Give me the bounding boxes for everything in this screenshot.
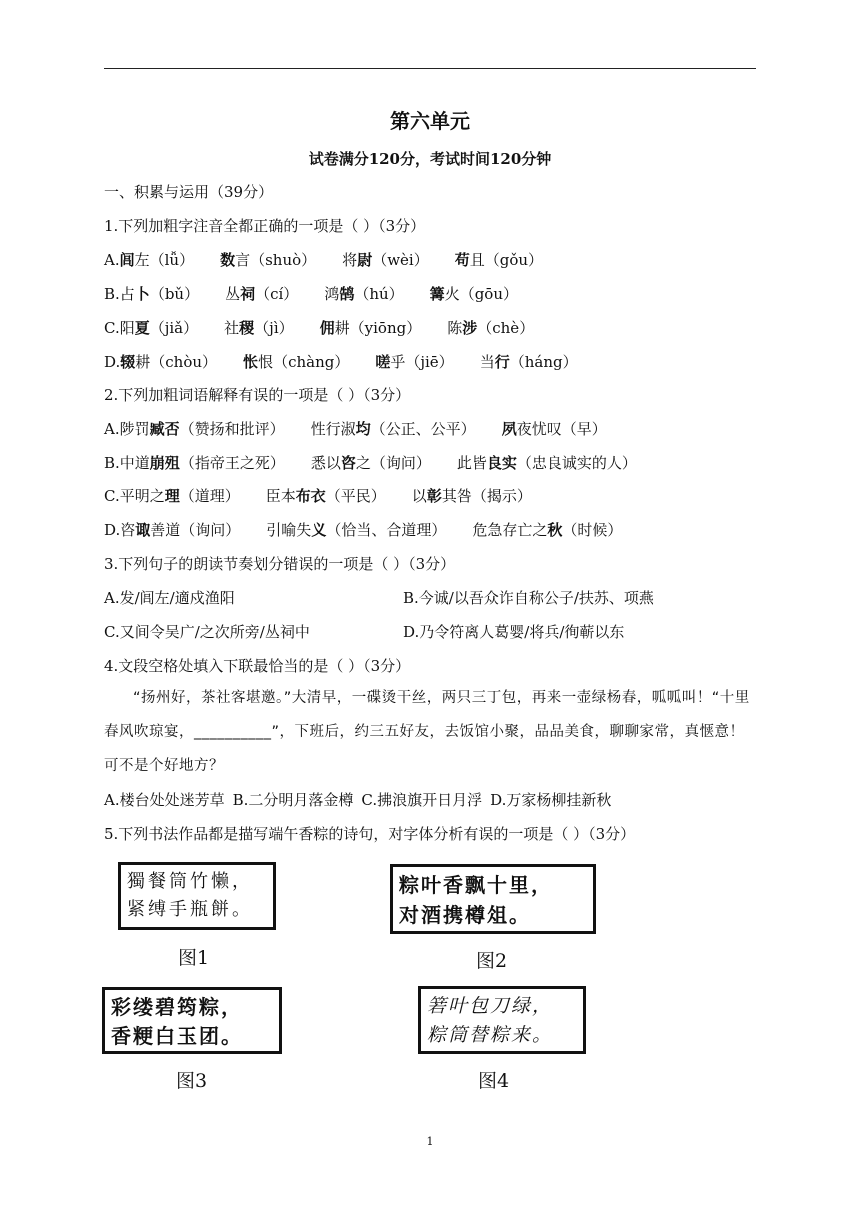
question-5-stem: 5.下列书法作品都是描写端午香粽的诗句，对字体分析有误的一项是（ ）（3分） (104, 825, 636, 843)
q2-option-a: A.陟罚臧否（赞扬和批评） 性行淑均（公正、公平） 夙夜忧叹（早） (104, 420, 607, 438)
figure-2-caption: 图2 (476, 950, 508, 972)
question-4-stem: 4.文段空格处填入下联最恰当的是（ ）（3分） (104, 657, 411, 675)
calligraphy-figure-4: 箬叶包刀绿， 粽筒替粽来。 (418, 986, 586, 1054)
q4-option-a: A.楼台处处迷芳草 (104, 791, 225, 809)
calligraphy-figure-1: 獨餐筒竹懒， 紧缚手瓶餅。 (118, 862, 276, 930)
question-1-stem: 1.下列加粗字注音全都正确的一项是（ ）（3分） (104, 217, 426, 235)
section-heading: 一、积累与运用（39分） (104, 183, 274, 201)
calligraphy-figure-3: 彩缕碧筠粽， 香粳白玉团。 (102, 987, 282, 1054)
q1-option-a: A.闾左（lǚ） 数言（shuò） 将尉（wèi） 苟且（gǒu） (104, 251, 544, 269)
page-title: 第六单元 (390, 109, 470, 133)
q3-option-c: C.又间令吴广/之次所旁/丛祠中 (104, 623, 310, 641)
q3-option-d: D.乃令符离人葛婴/将兵/徇蕲以东 (403, 623, 625, 641)
figure-1-caption: 图1 (178, 947, 210, 969)
question-2-stem: 2.下列加粗词语解释有误的一项是（ ）（3分） (104, 386, 411, 404)
q3-option-b: B.今诚/以吾众诈自称公子/扶苏、项燕 (403, 589, 654, 607)
q2-option-c: C.平明之理（道理） 臣本布衣（平民） 以彰其咎（揭示） (104, 487, 532, 505)
q4-option-d: D.万家杨柳挂新秋 (490, 791, 612, 809)
q1-option-c: C.阳夏（jiǎ） 社稷（jì） 佣耕（yiōng） 陈涉（chè） (104, 319, 535, 337)
q1-option-d: D.辍耕（chòu） 怅恨（chàng） 嗟乎（jiē） 当行（háng） (104, 353, 578, 371)
calligraphy-figure-2: 粽叶香飘十里， 对酒携樽俎。 (390, 864, 596, 934)
figure-4-caption: 图4 (478, 1070, 510, 1092)
page-number: 1 (426, 1135, 434, 1148)
q2-option-b: B.中道崩殂（指帝王之死） 悉以咨之（询问） 此皆良实（忠良诚实的人） (104, 454, 637, 472)
q2-option-d: D.咨诹善道（询问） 引喻失义（恰当、合道理） 危急存亡之秋（时候） (104, 521, 623, 539)
q4-options (104, 790, 611, 810)
exam-info: 试卷满分120分，考试时间120分钟 (308, 150, 552, 168)
q4-option-b: B.二分明月落金樽 (232, 791, 354, 809)
q4-option-c: C.拂浪旗开日月浮 (361, 791, 483, 809)
q4-passage: “扬州好，茶社客堪邀。”大清早，一碟烫干丝，两只三丁包，再来一壶绿杨春，呱呱叫！“十里春风吹琼宴，__________”，下班后，约三五好友，去饭馆小聚，品品美食，聊聊家常，真惬意！可不是个好地方？ (104, 690, 750, 774)
figure-3-caption: 图3 (176, 1070, 208, 1092)
question-3-stem: 3.下列句子的朗读节奏划分错误的一项是（ ）（3分） (104, 555, 456, 573)
q3-option-a: A.发/闾左/適戍渔阳 (104, 589, 235, 607)
header-rule (104, 68, 756, 69)
q1-option-b: B.占卜（bǔ） 丛祠（cí） 鸿鹄（hú） 篝火（gōu） (104, 285, 518, 303)
